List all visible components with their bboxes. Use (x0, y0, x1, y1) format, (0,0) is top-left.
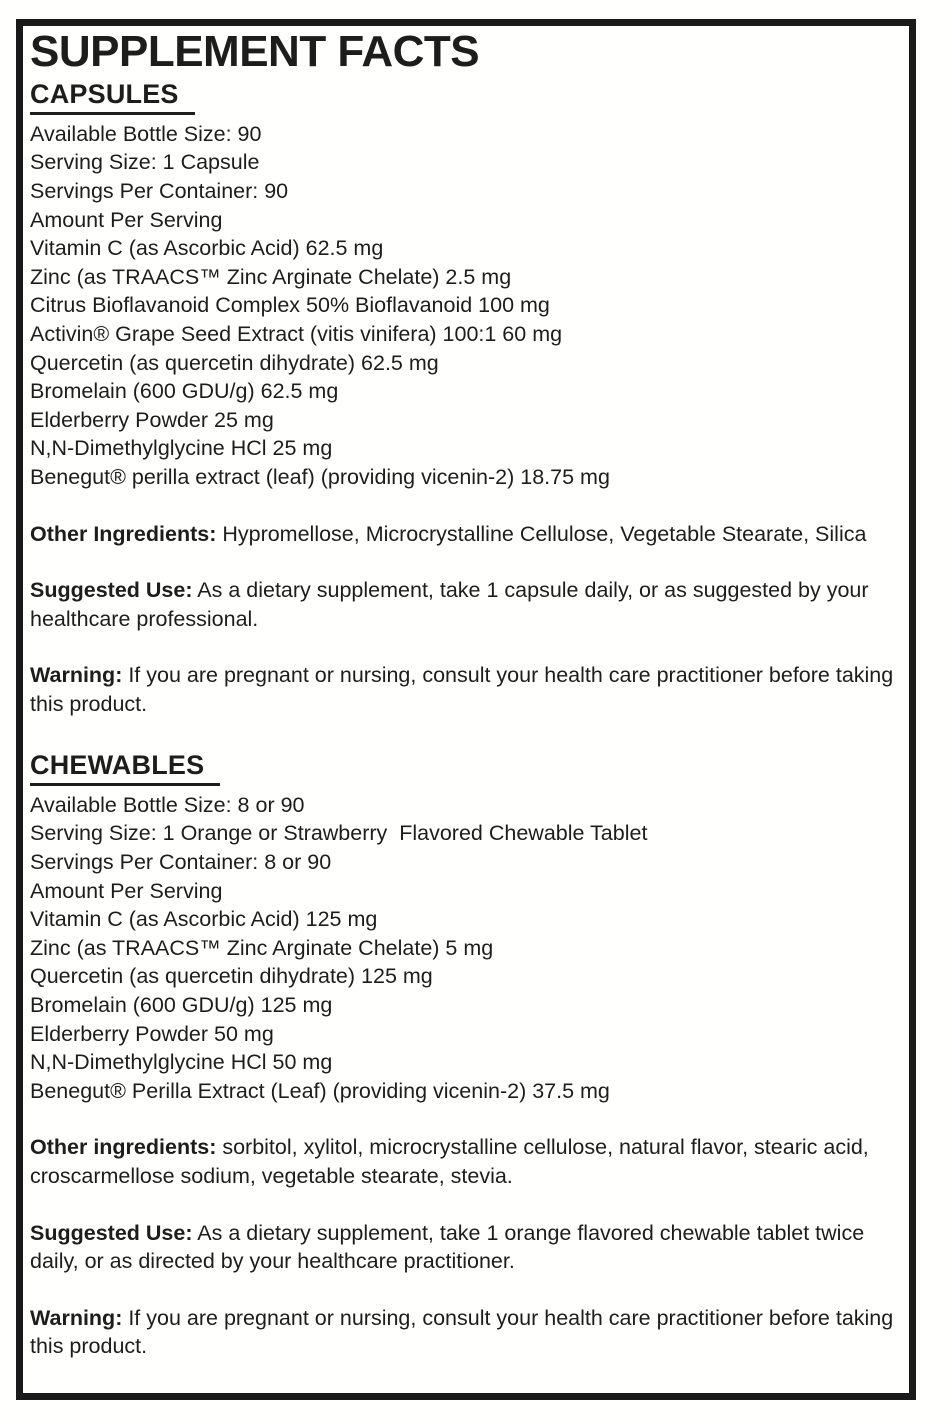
fact-line: Bromelain (600 GDU/g) 62.5 mg (30, 379, 339, 404)
chewables-paragraphs (30, 1133, 899, 1361)
paragraph-label: Warning: (30, 1305, 123, 1330)
fact-line: Servings Per Container: 8 or 90 (30, 850, 332, 875)
paragraph-label: Warning: (30, 663, 123, 688)
fact-line: Elderberry Powder 50 mg (30, 1021, 274, 1046)
fact-line: Serving Size: 1 Orange or Strawberry Flavored Chewable Tablet (30, 821, 648, 846)
info-paragraph (30, 576, 899, 633)
fact-line: Amount Per Serving (30, 878, 223, 903)
fact-line: Vitamin C (as Ascorbic Acid) 125 mg (30, 907, 378, 932)
fact-line: N,N-Dimethylglycine HCl 50 mg (30, 1050, 333, 1075)
fact-line: Quercetin (as quercetin dihydrate) 125 mg (30, 964, 433, 989)
fact-line: Elderberry Powder 25 mg (30, 407, 274, 432)
fact-line: Citrus Bioflavanoid Complex 50% Bioflavanoid 100 mg (30, 293, 550, 318)
fact-line: Zinc (as TRAACS™ Zinc Arginate Chelate) 5 mg (30, 935, 494, 960)
section-heading-capsules: CAPSULES (30, 80, 195, 115)
paragraph-text: Hypromellose, Microcrystalline Cellulose, Vegetable Stearate, Silica (216, 521, 867, 546)
fact-line: Available Bottle Size: 8 or 90 (30, 792, 305, 817)
fact-line: Activin® Grape Seed Extract (vitis vinifera) 100:1 60 mg (30, 322, 563, 347)
paragraph-label: Other ingredients: (30, 1135, 217, 1160)
paragraph-label: Suggested Use: (30, 1220, 193, 1245)
fact-line: Benegut® Perilla Extract (Leaf) (providing vicenin-2) 37.5 mg (30, 1078, 610, 1103)
info-paragraph (30, 661, 899, 718)
paragraph-text: If you are pregnant or nursing, consult your health care practitioner before taking this product. (30, 663, 894, 716)
info-paragraph (30, 520, 899, 549)
fact-line: Zinc (as TRAACS™ Zinc Arginate Chelate) 2.5 mg (30, 264, 512, 289)
chewables-fact-list (30, 791, 899, 1106)
paragraph-label: Other Ingredients: (30, 521, 217, 546)
section-chewables (30, 751, 899, 1361)
section-capsules (30, 80, 899, 719)
capsules-fact-list (30, 120, 899, 492)
capsules-paragraphs (30, 520, 899, 719)
paragraph-text: sorbitol, xylitol, microcrystalline cellulose, natural flavor, stearic acid, croscarmellose sodium, vegetable stearate, stevia. (30, 1135, 869, 1189)
info-paragraph (30, 1304, 899, 1361)
section-heading-chewables: CHEWABLES (30, 751, 220, 786)
paragraph-text: As a dietary supplement, take 1 orange flavored chewable tablet twice daily, or as directed by your healthcare practitioner. (30, 1220, 865, 1274)
info-paragraph (30, 1219, 899, 1276)
fact-line: Benegut® perilla extract (leaf) (providing vicenin-2) 18.75 mg (30, 464, 610, 489)
panel-title: SUPPLEMENT FACTS (30, 27, 480, 76)
fact-line: N,N-Dimethylglycine HCl 25 mg (30, 436, 333, 461)
paragraph-text: If you are pregnant or nursing, consult your health care practitioner before taking this product. (30, 1305, 894, 1359)
fact-line: Bromelain (600 GDU/g) 125 mg (30, 993, 333, 1018)
fact-line: Serving Size: 1 Capsule (30, 150, 260, 175)
paragraph-text: As a dietary supplement, take 1 capsule daily, or as suggested by your healthcare professional. (30, 578, 869, 631)
fact-line: Amount Per Serving (30, 207, 223, 232)
supplement-facts-panel (16, 19, 916, 1400)
fact-line: Servings Per Container: 90 (30, 179, 289, 204)
fact-line: Vitamin C (as Ascorbic Acid) 62.5 mg (30, 236, 384, 261)
fact-line: Available Bottle Size: 90 (30, 121, 262, 146)
paragraph-label: Suggested Use: (30, 578, 193, 603)
fact-line: Quercetin (as quercetin dihydrate) 62.5 mg (30, 350, 439, 375)
info-paragraph (30, 1133, 899, 1190)
